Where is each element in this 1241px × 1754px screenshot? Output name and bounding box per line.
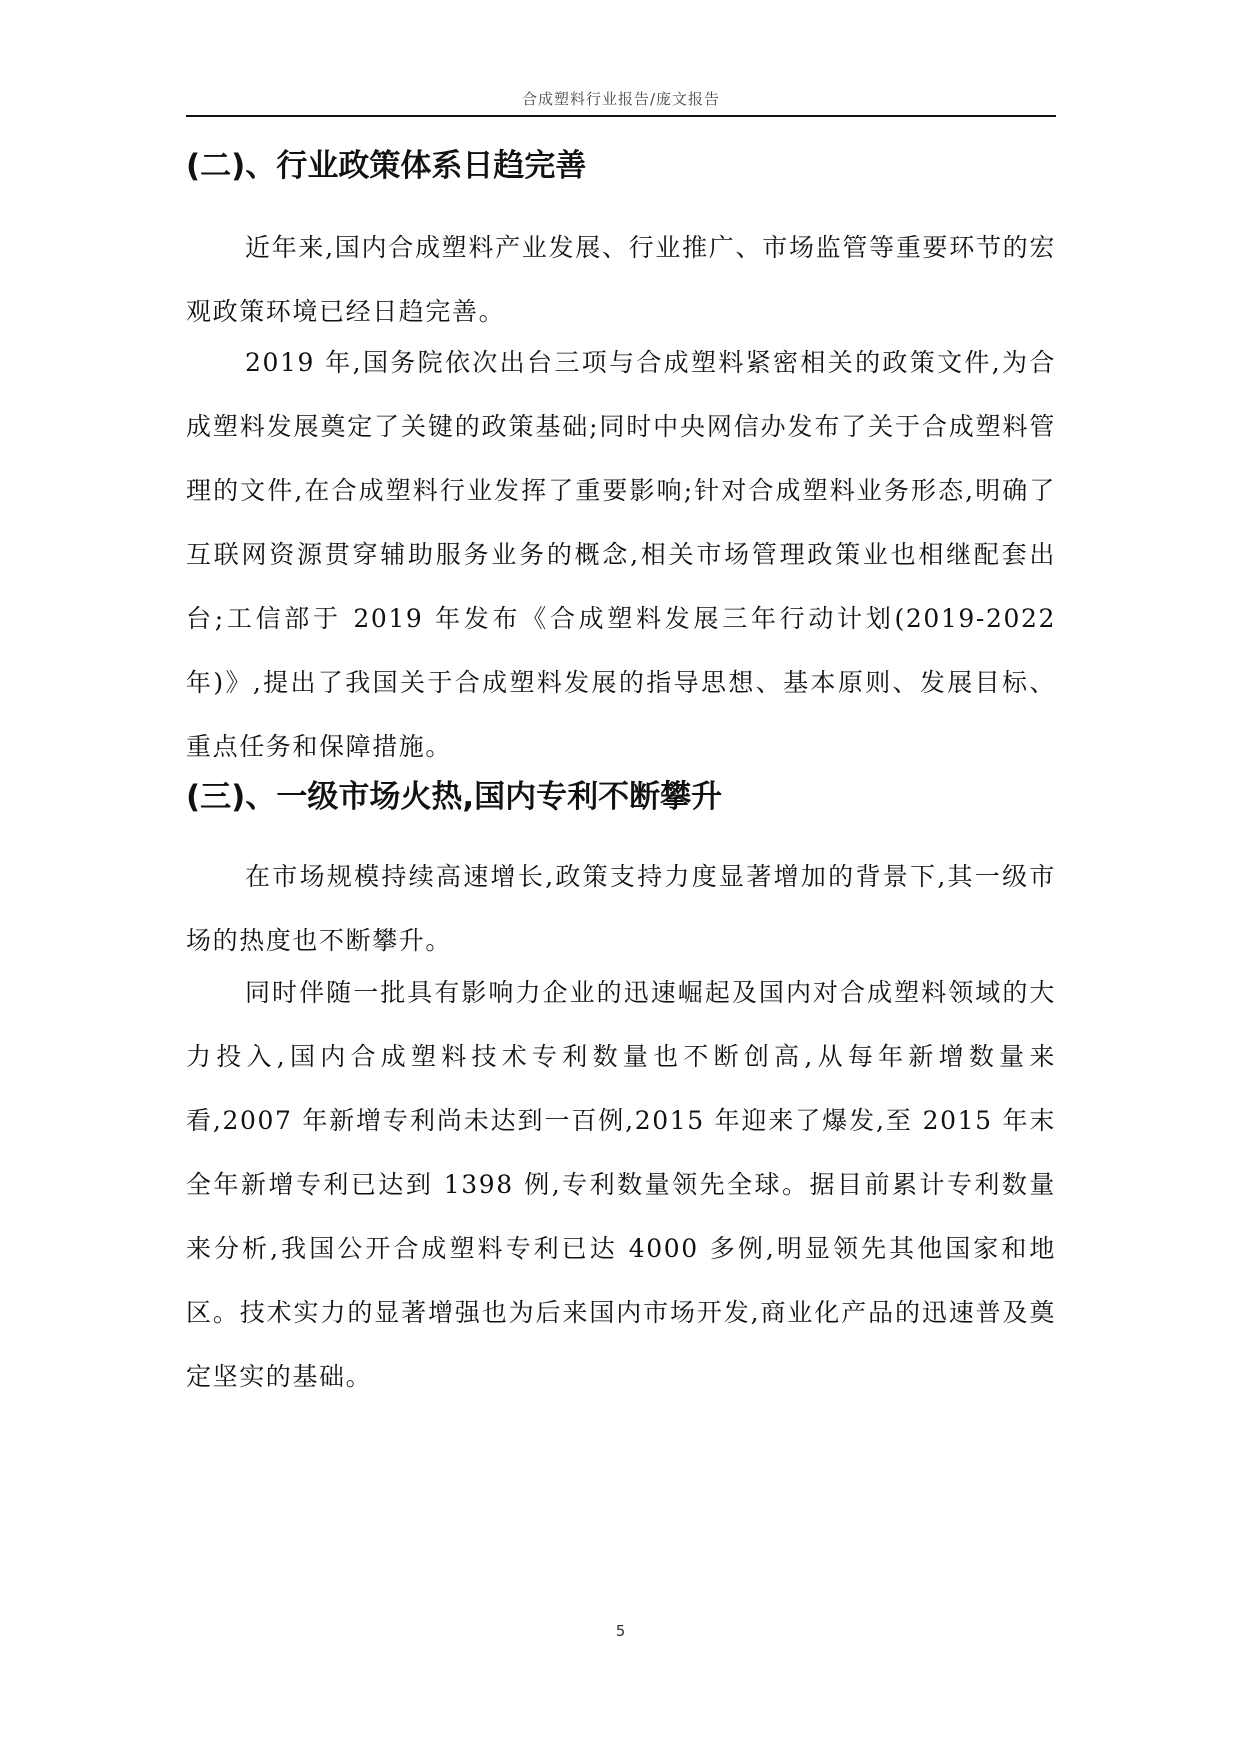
paragraph-policy-details: 2019 年,国务院依次出台三项与合成塑料紧密相关的政策文件,为合成塑料发展奠定了关键的政策基础;同时中央网信办发布了关于合成塑料管理的文件,在合成塑料行业发挥了重要影响;针对合成塑料业务形态,明确了互联网资源贯穿辅助服务业务的概念,相关市场管理政策业也相继配套出台;工信部于 2019 年发布《合成塑料发展三年行动计划(2019-2022 年)》,提出了我国关于合成塑料发展的指导思想、基本原则、发展目标、重点任务和保障措施。 — [186, 348, 1056, 761]
paragraph-market-patents: 同时伴随一批具有影响力企业的迅速崛起及国内对合成塑料领域的大力投入,国内合成塑料技术专利数量也不断创高,从每年新增数量来看,2007 年新增专利尚未达到一百例,2015 年迎来了爆发,至 2015 年末全年新增专利已达到 1398 例,专利数量领先全球。据目前累计专利数量来分析,我国公开合成塑料专利已达 4000 多例,明显领先其他国家和地区。技术实力的显著增强也为后来国内市场开发,商业化产品的迅速普及奠定坚实的基础。 — [186, 978, 1056, 1391]
page-header-title: 合成塑料行业报告/庞文报告 — [521, 90, 721, 108]
page-number: 5 — [615, 1622, 626, 1640]
paragraph-policy-intro: 近年来,国内合成塑料产业发展、行业推广、市场监管等重要环节的宏观政策环境已经日趋完善。 — [186, 233, 1056, 326]
header-divider — [186, 115, 1056, 117]
paragraph-market-intro: 在市场规模持续高速增长,政策支持力度显著增加的背景下,其一级市场的热度也不断攀升。 — [186, 862, 1056, 955]
section-heading-market: (三)、一级市场火热,国内专利不断攀升 — [186, 779, 723, 815]
section-heading-policy: (二)、行业政策体系日趋完善 — [186, 148, 587, 184]
